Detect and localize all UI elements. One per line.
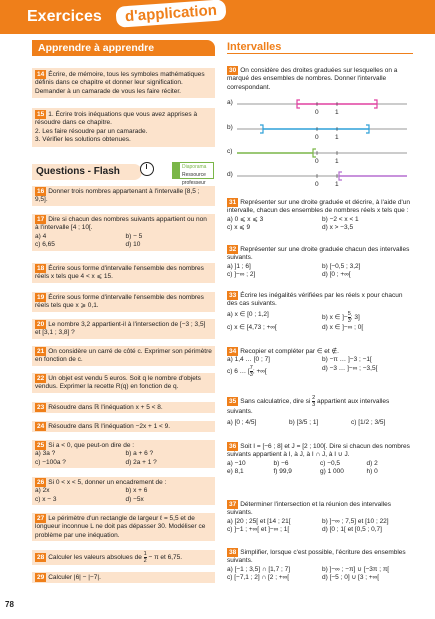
diaporama-label: Diaporama <box>182 164 207 170</box>
exercise-text: Recopier et compléter par ∈ et ∉. <box>240 348 339 355</box>
tick-0: 0 <box>315 134 319 141</box>
exercise-36 <box>227 442 413 477</box>
item-a: a) −10 <box>227 459 246 467</box>
exercise-28 <box>32 550 215 565</box>
item-e: e) 8,1 <box>227 468 244 476</box>
item-d: d) −3 … ]−∞ ; −3,5[ <box>322 364 378 372</box>
exercise-text-end: − π et 6,75. <box>148 554 183 562</box>
line-label: d) <box>227 171 233 178</box>
item-d: d) [0 ; +∞[ <box>322 271 351 279</box>
questions-flash-header <box>32 162 215 186</box>
item-d: d) 10 <box>125 241 141 249</box>
item-a: a) [0 ; 4/5] <box>227 419 257 427</box>
item-b: b) −π … ]−3 ; −1[ <box>322 356 372 364</box>
fraction-numerator: 1 <box>143 551 147 557</box>
item-b-prefix: b) x ∈ <box>322 314 341 322</box>
exercise-number: 22 <box>37 375 45 382</box>
item-c <box>227 365 318 378</box>
exercise-number: 14 <box>37 71 45 78</box>
item-d: d) x > −3,5 <box>322 224 354 232</box>
exercise-18 <box>32 263 215 283</box>
exercise-20 <box>32 319 215 339</box>
item-d: d) −5x <box>125 495 144 503</box>
left-column <box>32 40 215 581</box>
item-c: c) −0,5 <box>320 459 341 467</box>
item-c: c) ]−∞ ; 2] <box>227 271 256 279</box>
exercise-number: 18 <box>37 265 45 272</box>
exercise-number: 19 <box>37 294 45 301</box>
exercise-number: 23 <box>37 404 45 411</box>
header-subtitle: d'application <box>115 0 226 28</box>
exercise-number: 37 <box>229 501 237 508</box>
item-c-suffix: ; +∞[ <box>252 368 267 376</box>
exercise-text: Résoudre dans ℝ l'inéquation −2x + 1 < 9. <box>48 423 171 430</box>
exercise-number: 17 <box>37 216 45 223</box>
item-c: c) x ⩽ 9 <box>227 224 251 232</box>
tick-1: 1 <box>335 181 339 188</box>
item-c: c) ]−1 ; +∞[ et ]−∞ ; 1[ <box>227 526 290 534</box>
item-a: a) 0 ⩽ x ⩽ 3 <box>227 215 264 223</box>
exercise-number: 27 <box>37 515 45 522</box>
exercise-33 <box>227 291 413 332</box>
item-a: a) ]1 ; 6] <box>227 262 251 270</box>
item-c: c) [−7,1 ; 2] ∩ [2 ; +∞[ <box>227 574 290 582</box>
exercise-text: Donner trois nombres appartenant à l'intervalle [8,5 ; 9,5]. <box>35 188 200 204</box>
item-a: a) 4 <box>35 232 47 240</box>
exercise-14 <box>32 68 215 98</box>
exercise-25 <box>32 440 215 468</box>
number-line-d <box>227 170 413 198</box>
fraction <box>144 551 147 564</box>
item-d: d) 2 <box>366 459 378 467</box>
item-c: c) x ∈ [4,73 ; +∞[ <box>227 323 277 331</box>
item-d: d) 2a + 1 ? <box>125 458 157 466</box>
exercise-text: Écrire, de mémoire, tous les symboles mathématiques définis dans ce chapitre et donner leur signification. Demander à un camarade de vous les faire réciter. <box>35 71 205 95</box>
item-c: c) [1/2 ; 3/5] <box>351 419 386 427</box>
intervals-section-title: Intervalles <box>227 40 413 54</box>
oral-tag <box>173 163 180 178</box>
fraction <box>312 395 315 408</box>
exercise-15 <box>32 108 215 147</box>
exercise-text: Un objet est vendu 5 euros. Soit q le nombre d'objets vendus. Exprimer la recette R(q) en fonction de q. <box>35 375 201 391</box>
exercise-text-end: appartient aux intervalles suivants. <box>227 398 390 415</box>
exercise-24 <box>32 421 215 432</box>
tick-1: 1 <box>335 134 339 141</box>
exercise-number: 38 <box>229 549 237 556</box>
item-b: b) ]−∞ ; 7,5] et [10 ; 22] <box>322 517 389 525</box>
header-title: Exercices <box>27 8 102 25</box>
item-b: b) − 5 <box>125 232 143 240</box>
questions-flash-title: Questions - Flash <box>32 164 142 180</box>
item-b: b) −2 < x < 1 <box>322 215 359 223</box>
exercise-19 <box>32 292 215 312</box>
exercise-27 <box>32 513 215 541</box>
exercise-number: 26 <box>37 479 45 486</box>
exercise-text: Dire si chacun des nombres suivants appartient ou non à l'intervalle [4 ; 10[. <box>35 216 207 232</box>
exercise-number: 24 <box>37 423 45 430</box>
exercise-text: Simplifier, lorsque c'est possible, l'écriture des ensembles suivants. <box>227 549 406 565</box>
tick-0: 0 <box>315 158 319 165</box>
item-b: b) −6 <box>273 459 289 467</box>
item-b: b) x ∈ ]− $\frac{5}{3}$ ; 3] <box>322 310 360 324</box>
exercise-32 <box>227 245 413 280</box>
number-line-a <box>227 98 413 126</box>
exercise-37 <box>227 500 413 535</box>
fraction-denominator: 3 <box>249 371 253 378</box>
item-h: h) 0 <box>366 468 378 476</box>
item-a: a) x ∈ [0 ; 1,2] <box>227 310 269 318</box>
exercise-number: 30 <box>229 67 237 74</box>
exercise-number: 29 <box>37 574 45 581</box>
tick-0: 0 <box>315 109 319 116</box>
exercise-text: 1. Écrire trois inéquations que vous avez apprises à résoudre dans ce chapitre. <box>35 111 198 127</box>
step-3: 3. Vérifier les solutions obtenues. <box>35 136 131 144</box>
item-d: d) x ∈ ]−∞ ; 0[ <box>322 323 364 331</box>
exercise-number: 33 <box>229 292 237 299</box>
exercise-number: 31 <box>229 199 237 206</box>
exercise-23 <box>32 402 215 413</box>
item-b: b) [3/5 ; 1] <box>289 419 319 427</box>
exercise-22 <box>32 373 215 393</box>
item-a: a) 2x <box>35 487 50 495</box>
item-a: a) [20 ; 25[ et [14 ; 21[ <box>227 517 291 525</box>
right-column <box>227 40 413 582</box>
exercise-number: 35 <box>229 398 237 406</box>
exercise-30 <box>227 66 413 92</box>
item-b: b) x + 6 <box>125 487 148 495</box>
exercise-number: 21 <box>37 348 45 355</box>
exercise-number: 15 <box>37 111 45 118</box>
item-b: b) ]−∞ ; −π] ∪ [−3π ; π[ <box>322 565 390 573</box>
stopwatch-icon <box>140 162 154 176</box>
item-f: f) 99,9 <box>273 468 292 476</box>
tick-1: 1 <box>335 109 339 116</box>
tick-0: 0 <box>315 181 319 188</box>
fraction-numerator: 2 <box>312 395 316 401</box>
item-b-suffix: ; 3] <box>350 314 360 322</box>
fraction-denominator: 3 <box>347 317 351 324</box>
fraction-denominator: 2 <box>143 558 147 564</box>
item-d: d) [−5 ; 0] ∪ [3 ; +∞[ <box>322 574 380 582</box>
page-header <box>0 0 435 34</box>
fraction-numerator: 7 <box>249 364 253 371</box>
exercise-number: 32 <box>229 246 237 253</box>
exercise-31 <box>227 198 413 233</box>
exercise-text: Représenter sur une droite graduée et décrire, à l'aide d'un intervalle, chacun des ensembles de nombres réels x tels que : <box>227 199 411 215</box>
fraction-numerator: 5 <box>347 310 351 317</box>
item-b: b) a + 6 ? <box>125 450 154 458</box>
exercise-text: Soit I = [−6 ; 8] et J = [2 ; 100[. Dire si chacun des nombres suivants appartient à I, à J, à I ∩ J, à I ∪ J. <box>227 443 410 459</box>
exercise-17 <box>32 214 215 251</box>
exercise-text: Si 0 < x < 5, donner un encadrement de : <box>48 479 167 486</box>
item-c: c) 6,65 <box>35 241 55 249</box>
exercise-29 <box>32 572 215 583</box>
item-a: a) 1,4 … [0 ; 7] <box>227 356 270 364</box>
exercise-text: Le périmètre d'un rectangle de largeur ℓ = 5,5 et de longueur inconnue L ne doit pas dépasser 30. Modéliser ce problème par une inéquation. <box>35 515 206 539</box>
exercise-number: 36 <box>229 443 237 450</box>
exercise-21 <box>32 346 215 366</box>
ressource-label: Ressource professeur <box>182 172 206 186</box>
line-label: b) <box>227 124 233 131</box>
item-c: c) x − 3 <box>35 495 57 503</box>
page-number: 78 <box>5 600 14 609</box>
exercise-text: On considère un carré de côté c. Exprimer son périmètre en fonction de c. <box>35 348 212 364</box>
fraction-denominator: 3 <box>312 402 316 408</box>
line-label: a) <box>227 99 233 106</box>
item-d: d) [0 ; 1[ et [0,5 ; 0,7] <box>322 526 382 534</box>
exercise-text: Écrire sous forme d'intervalle l'ensemble des nombres réels x tels que 4 < x ⩽ 15. <box>35 265 204 281</box>
exercise-text: Si a < 0, que peut-on dire de : <box>48 442 135 449</box>
exercise-text: Sans calculatrice, dire si <box>240 398 311 406</box>
step-2: 2. Les faire résoudre par un camarade. <box>35 127 148 135</box>
exercise-text: On considère des droites graduées sur lesquelles on a marqué des ensembles de nombres. Donner l'intervalle correspondant. <box>227 67 398 91</box>
exercise-text: Représenter sur une droite graduée chacun des intervalles suivants. <box>227 246 410 262</box>
item-a: a) 3a ? <box>35 450 56 458</box>
line-label: c) <box>227 148 233 155</box>
item-c-prefix: c) 6 … [ <box>227 368 250 376</box>
exercise-text: Écrire sous forme d'intervalle l'ensemble des nombres réels tels que x ⩾ 0,1. <box>35 294 204 310</box>
exercise-text: Calculer |6| − |−7|. <box>48 574 101 581</box>
exercise-text: Le nombre 3,2 appartient-il à l'intersection de [−3 ; 3,5] et [3,1 ; 3,8] ? <box>35 321 206 337</box>
learn-section-title: Apprendre à apprendre <box>32 40 215 56</box>
exercise-number: 20 <box>37 321 45 328</box>
item-b: b) [−0,5 ; 3,2] <box>322 262 361 270</box>
item-a: a) [−1 ; 3,5] ∩ [1,7 ; 7] <box>227 565 291 573</box>
exercise-number: 34 <box>229 348 237 355</box>
exercise-text: Calculer les valeurs absolues de <box>48 554 142 562</box>
diaporama-badge <box>172 162 214 186</box>
exercise-text: Écrire les inégalités vérifiées par les réels x pour chacun des cas suivants. <box>227 292 403 308</box>
exercise-number: 16 <box>37 188 45 195</box>
exercise-35 <box>227 395 413 428</box>
exercise-number: 25 <box>37 442 45 449</box>
exercise-34 <box>227 347 413 378</box>
exercise-38 <box>227 548 413 583</box>
exercise-16 <box>32 186 215 206</box>
tick-1: 1 <box>335 158 339 165</box>
exercise-text: Déterminer l'intersection et la réunion des intervalles suivants. <box>227 501 392 517</box>
exercise-26 <box>32 477 215 505</box>
item-c: c) −100a ? <box>35 458 66 466</box>
exercise-text: Résoudre dans ℝ l'inéquation x + 5 < 8. <box>48 404 163 411</box>
exercise-number: 28 <box>37 554 45 562</box>
item-g: g) 1 000 <box>320 468 344 476</box>
